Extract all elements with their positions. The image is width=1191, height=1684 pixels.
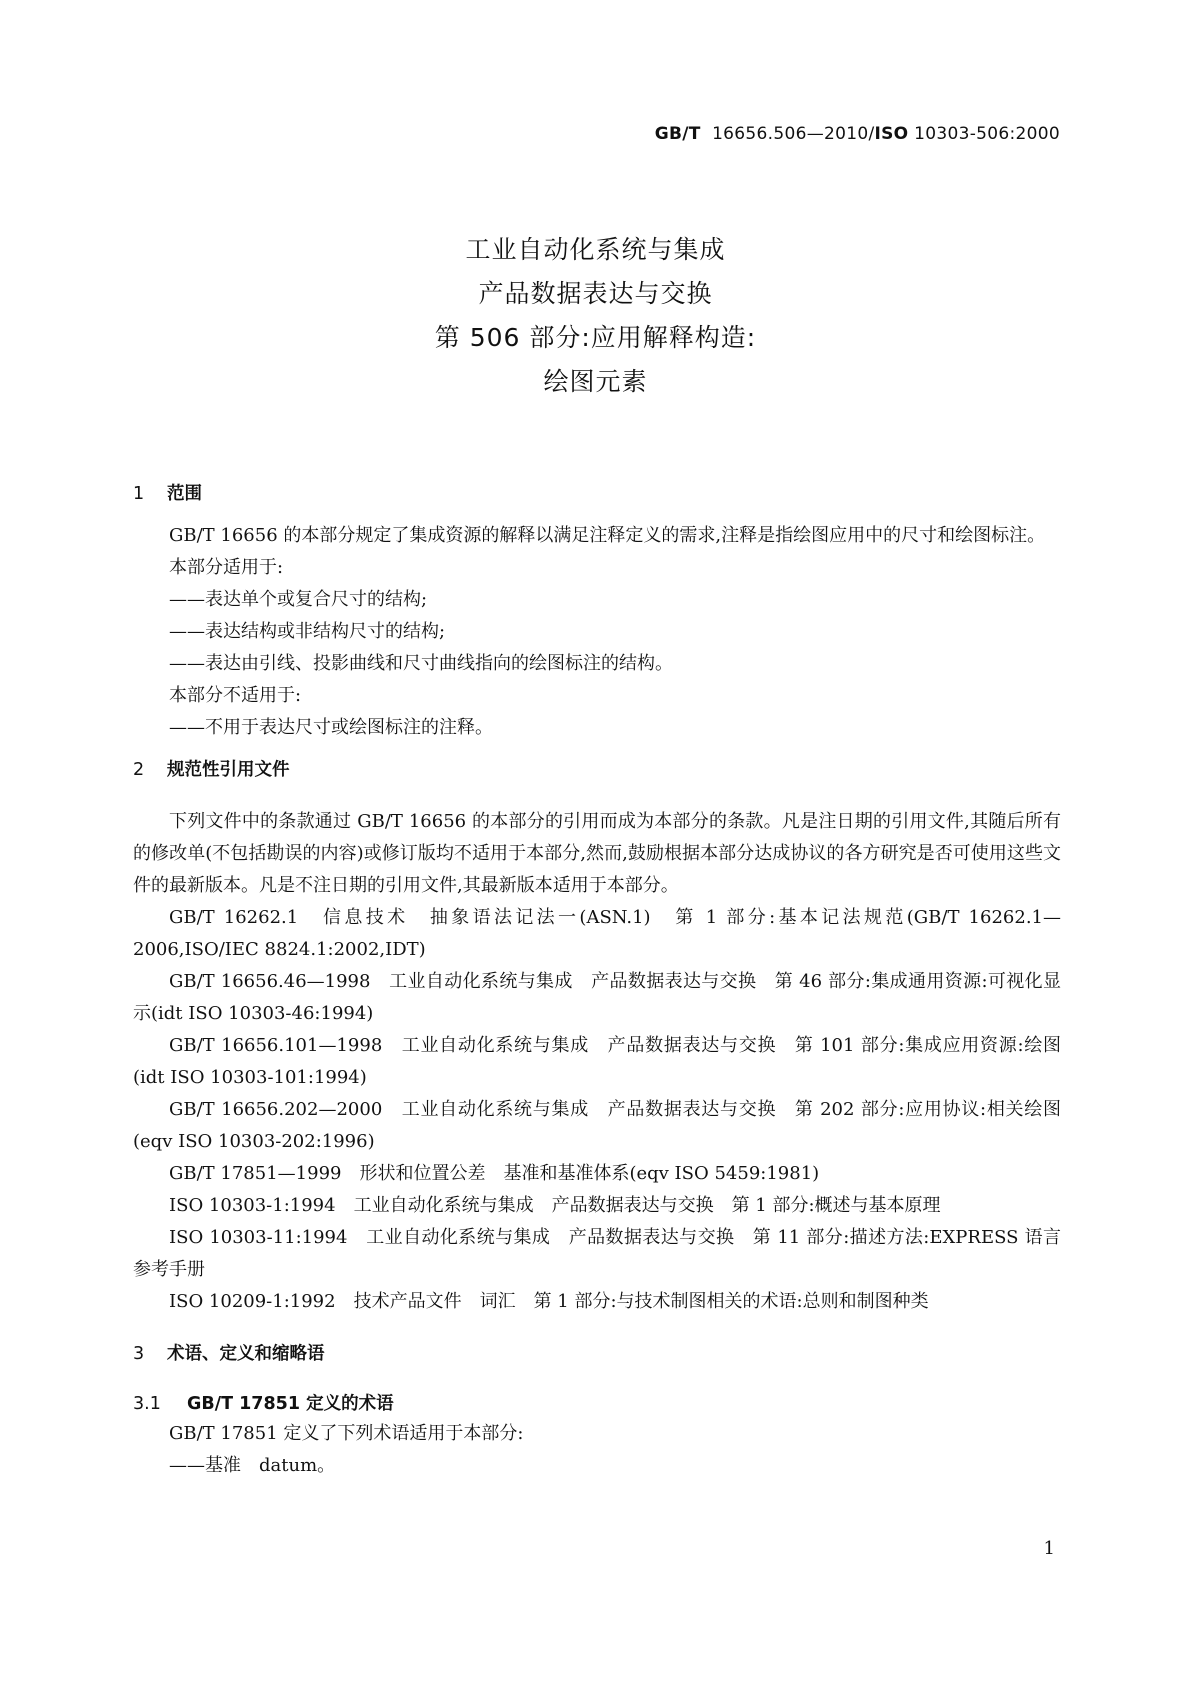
list-item: ——不用于表达尺寸或绘图标注的注释。 (169, 717, 493, 738)
subsection-number: 3.1 (133, 1394, 161, 1414)
terms-paragraph: GB/T 17851 定义了下列术语适用于本部分: (169, 1423, 524, 1444)
title-line-1: 工业自动化系统与集成 (465, 235, 726, 264)
reference-item: GB/T 16656.202—2000 工业自动化系统与集成 产品数据表达与交换 第 202 部分:应用协议:相关绘图(eqv ISO 10303-202:1996) (133, 1099, 1061, 1152)
section-3-heading (133, 1340, 1061, 1368)
section-title: 范围 (167, 484, 202, 504)
iso-number: 10303-506:2000 (914, 124, 1060, 144)
reference-item: GB/T 16656.101—1998 工业自动化系统与集成 产品数据表达与交换 第 101 部分:集成应用资源:绘图(idt ISO 10303-101:1994) (133, 1035, 1061, 1088)
document-body (133, 480, 1061, 1482)
subsection-3-1-heading (133, 1390, 1061, 1418)
list-item: ——表达单个或复合尺寸的结构; (169, 589, 428, 610)
reference-item: ISO 10209-1:1992 技术产品文件 词汇 第 1 部分:与技术制图相关的术语:总则和制图种类 (169, 1291, 929, 1312)
std-prefix: GB/T (654, 124, 701, 144)
reference-item: GB/T 16656.46—1998 工业自动化系统与集成 产品数据表达与交换 第 46 部分:集成通用资源:可视化显示(idt ISO 10303-46:1994) (133, 971, 1061, 1024)
section-number: 3 (133, 1344, 145, 1364)
std-number: 16656.506—2010/ (712, 124, 875, 144)
subsection-title: GB/T 17851 定义的术语 (187, 1394, 394, 1414)
list-item: ——表达结构或非结构尺寸的结构; (169, 621, 446, 642)
reference-item: GB/T 17851—1999 形状和位置公差 基准和基准体系(eqv ISO 5459:1981) (169, 1163, 820, 1184)
document-title (0, 228, 1191, 404)
title-line-2: 产品数据表达与交换 (478, 279, 713, 308)
page-number: 1 (1043, 1538, 1055, 1559)
title-line-4: 绘图元素 (543, 367, 648, 396)
title-line-3: 第 506 部分:应用解释构造: (434, 323, 757, 352)
applies-label: 本部分适用于: (169, 557, 284, 578)
not-applies-label: 本部分不适用于: (169, 685, 302, 706)
reference-item: ISO 10303-11:1994 工业自动化系统与集成 产品数据表达与交换 第 11 部分:描述方法:EXPRESS 语言参考手册 (133, 1227, 1061, 1280)
section-1-heading (133, 480, 1061, 508)
list-item: ——基准 datum。 (169, 1455, 336, 1476)
scope-paragraph: GB/T 16656 的本部分规定了集成资源的解释以满足注释定义的需求,注释是指绘图应用中的尺寸和绘图标注。 (169, 525, 1046, 546)
iso-prefix: ISO (874, 124, 909, 144)
section-number: 2 (133, 760, 145, 780)
section-title: 术语、定义和缩略语 (167, 1344, 325, 1364)
list-item: ——表达由引线、投影曲线和尺寸曲线指向的绘图标注的结构。 (169, 653, 673, 674)
reference-item: ISO 10303-1:1994 工业自动化系统与集成 产品数据表达与交换 第 1 部分:概述与基本原理 (169, 1195, 941, 1216)
section-title: 规范性引用文件 (167, 760, 290, 780)
section-number: 1 (133, 484, 145, 504)
section-2-heading (133, 756, 1061, 784)
standard-number-header (655, 124, 1060, 144)
normative-references-paragraph: 下列文件中的条款通过 GB/T 16656 的本部分的引用而成为本部分的条款。凡是注日期的引用文件,其随后所有的修改单(不包括勘误的内容)或修订版均不适用于本部分,然而,鼓励根据本部分达成协议的各方研究是否可使用这些文件的最新版本。凡是不注日期的引用文件,其最新版本适用于本部分。 (133, 811, 1061, 896)
reference-item: GB/T 16262.1 信息技术 抽象语法记法一(ASN.1) 第 1 部分:基本记法规范(GB/T 16262.1—2006,ISO/IEC 8824.1:2002,IDT) (133, 907, 1061, 960)
